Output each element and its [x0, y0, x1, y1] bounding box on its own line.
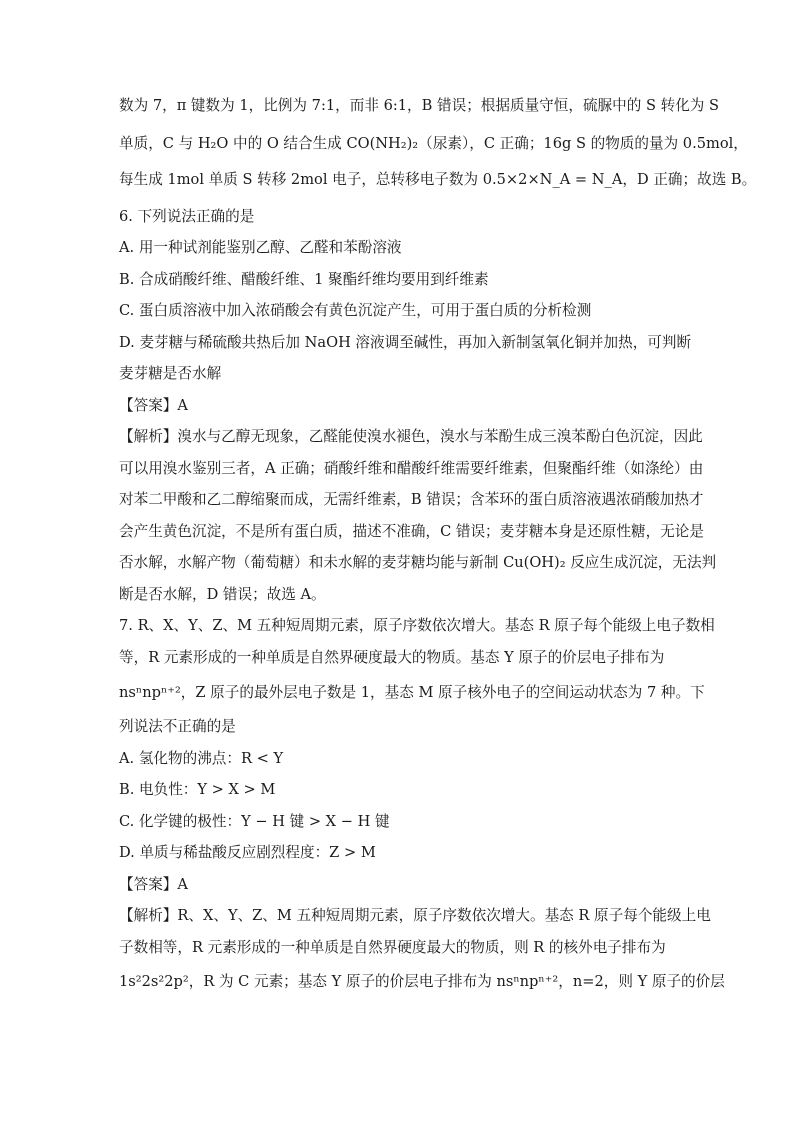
text-line: 否水解，水解产物（葡萄糖）和未水解的麦芽糖均能与新制 Cu(OH)₂ 反应生成沉淀，无法判: [119, 554, 717, 571]
q7-option-a: A. 氢化物的沸点：R < Y: [119, 750, 284, 767]
text-line: 子数相等，R 元素形成的一种单质是自然界硬度最大的物质，则 R 的核外电子排布为: [119, 939, 666, 956]
text-line: 单质，C 与 H₂O 中的 O 结合生成 CO(NH₂)₂（尿素），C 正确；16g S 的物质的量为 0.5mol，: [119, 135, 748, 152]
q7-option-d: D. 单质与稀盐酸反应剧烈程度：Z > M: [119, 844, 376, 861]
text-line: 每生成 1mol 单质 S 转移 2mol 电子，总转移电子数为 0.5×2×N_A = N_A，D 正确；故选 B。: [119, 171, 757, 188]
text-line: 等，R 元素形成的一种单质是自然界硬度最大的物质。基态 Y 原子的价层电子排布为: [119, 649, 665, 666]
text-line: nsⁿnpⁿ⁺²，Z 原子的最外层电子数是 1，基态 M 原子核外电子的空间运动状态为 7 种。下: [119, 684, 705, 701]
q7-option-b: B. 电负性：Y > X > M: [119, 781, 276, 798]
q6-option-a: A. 用一种试剂能鉴别乙醇、乙醛和苯酚溶液: [119, 239, 402, 256]
q6-option-d-cont: 麦芽糖是否水解: [119, 365, 222, 382]
text-line: 断是否水解，D 错误；故选 A。: [119, 586, 326, 603]
q6-option-c: C. 蛋白质溶液中加入浓硝酸会有黄色沉淀产生，可用于蛋白质的分析检测: [119, 302, 592, 319]
q7-answer: 【答案】A: [119, 876, 188, 893]
question-7-stem: 7. R、X、Y、Z、M 五种短周期元素，原子序数依次增大。基态 R 原子每个能级上电子数相: [119, 617, 715, 634]
q7-analysis: 【解析】R、X、Y、Z、M 五种短周期元素，原子序数依次增大。基态 R 原子每个能级上电: [119, 907, 711, 924]
q6-option-d: D. 麦芽糖与稀硫酸共热后加 NaOH 溶液调至碱性，再加入新制氢氧化铜并加热，可判断: [119, 334, 692, 351]
text-line: 会产生黄色沉淀，不是所有蛋白质，描述不准确，C 错误；麦芽糖本身是还原性糖，无论是: [119, 523, 704, 540]
text-line: 1s²2s²2p²，R 为 C 元素；基态 Y 原子的价层电子排布为 nsⁿnpⁿ⁺²，n=2，则 Y 原子的价层: [119, 973, 725, 990]
text-line: 列说法不正确的是: [119, 718, 236, 735]
question-6-stem: 6. 下列说法正确的是: [119, 208, 255, 225]
q6-answer: 【答案】A: [119, 397, 188, 414]
text-line: 对苯二甲酸和乙二醇缩聚而成，无需纤维素，B 错误；含苯环的蛋白质溶液遇浓硝酸加热才: [119, 491, 704, 508]
q6-analysis: 【解析】溴水与乙醇无现象，乙醛能使溴水褪色，溴水与苯酚生成三溴苯酚白色沉淀，因此: [119, 428, 703, 445]
text-line: 可以用溴水鉴别三者，A 正确；硝酸纤维和醋酸纤维需要纤维素，但聚酯纤维（如涤纶）由: [119, 460, 704, 477]
q7-option-c: C. 化学键的极性：Y − H 键 > X − H 键: [119, 813, 390, 830]
q6-option-b: B. 合成硝酸纤维、醋酸纤维、1 聚酯纤维均要用到纤维素: [119, 271, 489, 288]
text-line: 数为 7，π 键数为 1，比例为 7:1，而非 6:1，B 错误；根据质量守恒，硫脲中的 S 转化为 S: [119, 97, 720, 114]
